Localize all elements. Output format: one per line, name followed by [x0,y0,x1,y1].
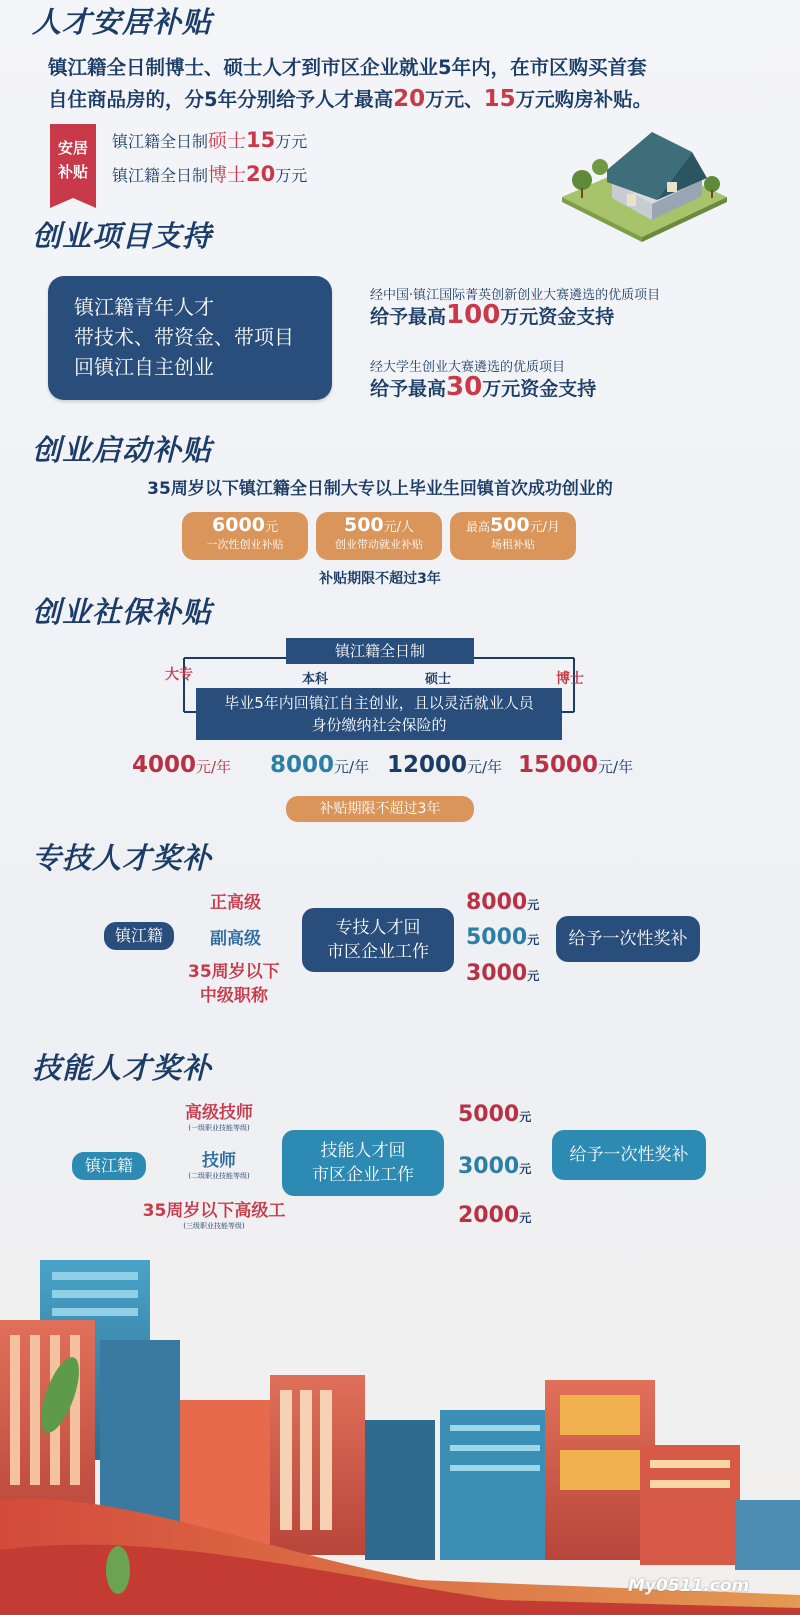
unit: 元 [527,898,540,912]
pill-desc: 场租补贴 [491,538,535,551]
amount: 20 [246,162,276,186]
venture-a-desc: 经中国·镇江国际菁英创新创业大赛遴选的优质项目 [370,288,661,303]
degree-phd: 博士 [556,671,584,687]
support-prefix: 给予最高 [370,378,447,400]
social-top-label: 镇江籍全日制 [286,638,474,664]
level-intermediate [188,960,280,1008]
venture-box-line: 回镇江自主创业 [74,355,214,379]
unit: 元 [519,1211,532,1225]
housing-desc-line1: 镇江籍全日制博士、硕士人才到市区企业就业5年内，在市区购买首套 [48,56,647,79]
amount: 8000 [270,752,335,778]
section-title-skilled: 技能人才奖补 [32,1051,213,1085]
level-senior: 正高级 [210,893,261,913]
professional-left-label: 镇江籍 [104,922,174,950]
unit: 元/人 [383,520,415,535]
amount: 3000 [466,961,528,986]
amount: 12000 [387,752,468,778]
social-note: 补贴期限不超过3年 [286,796,474,822]
professional-amount-2 [466,925,539,950]
amount: 3000 [458,1154,520,1179]
professional-middle-box [302,908,454,972]
housing-item-master [112,126,307,153]
support-suffix: 万元资金支持 [500,306,615,328]
startup-subtitle: 35周岁以下镇江籍全日制大专以上毕业生回镇首次成功创业的 [147,479,613,499]
city-skyline-illustration [0,1250,800,1615]
unit: 元/年 [334,758,370,776]
section-title-social: 创业社保补贴 [32,595,213,629]
housing-amount-15: 15 [483,86,516,112]
social-amount-phd [518,752,633,778]
venture-box-line: 带技术、带资金、带项目 [74,325,294,349]
professional-right-box: 给予一次性奖补 [556,916,700,962]
unit: 元/月 [529,520,561,535]
amount: 15 [246,128,276,152]
unit: 元 [527,969,540,983]
level-sub: (一级职业技能等级) [188,1124,250,1132]
housing-desc-line2 [48,84,652,112]
skill-level-senior-tech [164,1098,274,1133]
unit: 元/年 [598,758,634,776]
middle-line: 专技人才回 [335,918,421,938]
amount: 500 [489,514,530,536]
section-title-venture: 创业项目支持 [32,219,213,253]
unit: 元 [527,933,540,947]
middle-line: 市区企业工作 [312,1165,414,1185]
level-line: 35周岁以下 [188,962,280,982]
condition-line: 毕业5年内回镇江自主创业，且以灵活就业人员 [224,694,534,712]
social-amount-college [132,752,231,778]
support-suffix: 万元资金支持 [482,378,597,400]
unit: 元/年 [196,758,232,776]
level-associate: 副高级 [210,929,261,949]
skilled-right-box: 给予一次性奖补 [552,1130,706,1180]
amount-30: 30 [446,372,483,402]
condition-line: 身份缴纳社会保险的 [311,716,447,734]
skilled-amount-2 [458,1154,531,1179]
amount: 15000 [518,752,599,778]
amount-100: 100 [446,300,501,330]
degree-master: 硕士 [208,130,247,152]
pill-desc: 一次性创业补贴 [206,538,284,551]
level-sub: (二级职业技能等级) [188,1172,250,1180]
skilled-middle-box [282,1130,444,1196]
item-prefix: 镇江籍全日制 [112,166,209,185]
badge-label: 安居 [57,139,88,157]
amount: 8000 [466,890,528,915]
level-label: 35周岁以下高级工 [142,1201,286,1221]
amount: 5000 [466,925,528,950]
social-amount-bachelor [270,752,369,778]
startup-pill-onetime [182,512,308,560]
level-sub: (三级职业技能等级) [183,1222,245,1230]
badge-ribbon-tail [50,198,96,208]
startup-pill-rent [450,512,576,560]
item-prefix: 镇江籍全日制 [112,132,209,151]
degree-college: 大专 [165,667,193,683]
degree-master: 硕士 [425,672,452,687]
middle-line: 技能人才回 [320,1141,406,1161]
startup-note: 补贴期限不超过3年 [319,571,441,587]
housing-desc-text: 自住商品房的，分5年分别给予人才最高 [48,88,394,111]
unit: 元/年 [467,758,503,776]
venture-a-support [370,300,614,330]
badge-label: 补贴 [57,163,88,181]
venture-b-support [370,372,596,402]
degree-phd: 博士 [208,164,247,186]
unit: 元 [519,1162,532,1176]
amount: 4000 [132,752,197,778]
skilled-amount-3 [458,1203,531,1228]
amount: 2000 [458,1203,520,1228]
house-illustration [552,112,732,242]
section-title-professional: 专技人才奖补 [32,841,213,875]
professional-amount-1 [466,890,539,915]
venture-box-line: 镇江籍青年人才 [74,295,214,319]
housing-badge [50,124,96,198]
skill-level-tech [164,1146,274,1181]
skilled-amount-1 [458,1102,531,1127]
level-label: 技师 [202,1151,236,1171]
housing-item-phd [112,160,307,187]
level-line: 中级职称 [199,986,268,1006]
housing-desc-text: 万元、 [425,88,484,111]
unit: 万元 [275,132,308,151]
skilled-left-label: 镇江籍 [72,1152,146,1180]
watermark-logo: My0511.com [628,1576,750,1596]
level-label: 高级技师 [185,1103,253,1123]
professional-amount-3 [466,961,539,986]
social-amount-master [387,752,502,778]
prefix: 最高 [465,520,490,534]
venture-box [48,276,332,400]
housing-desc-text: 万元购房补贴。 [515,88,653,111]
support-prefix: 给予最高 [370,306,447,328]
degree-bachelor: 本科 [302,672,329,687]
social-condition-box [196,688,562,740]
middle-line: 市区企业工作 [327,942,429,962]
startup-pill-employment [316,512,442,560]
section-title-startup: 创业启动补贴 [32,433,213,467]
amount: 500 [343,514,384,536]
unit: 元 [264,520,278,535]
venture-b-desc: 经大学生创业大赛遴选的优质项目 [370,360,566,375]
amount: 5000 [458,1102,520,1127]
unit: 万元 [275,166,308,185]
housing-amount-20: 20 [393,86,426,112]
unit: 元 [519,1110,532,1124]
pill-desc: 创业带动就业补贴 [335,538,423,551]
amount: 6000 [212,514,265,536]
skill-level-senior-worker [124,1196,304,1231]
section-title-housing: 人才安居补贴 [32,5,213,39]
